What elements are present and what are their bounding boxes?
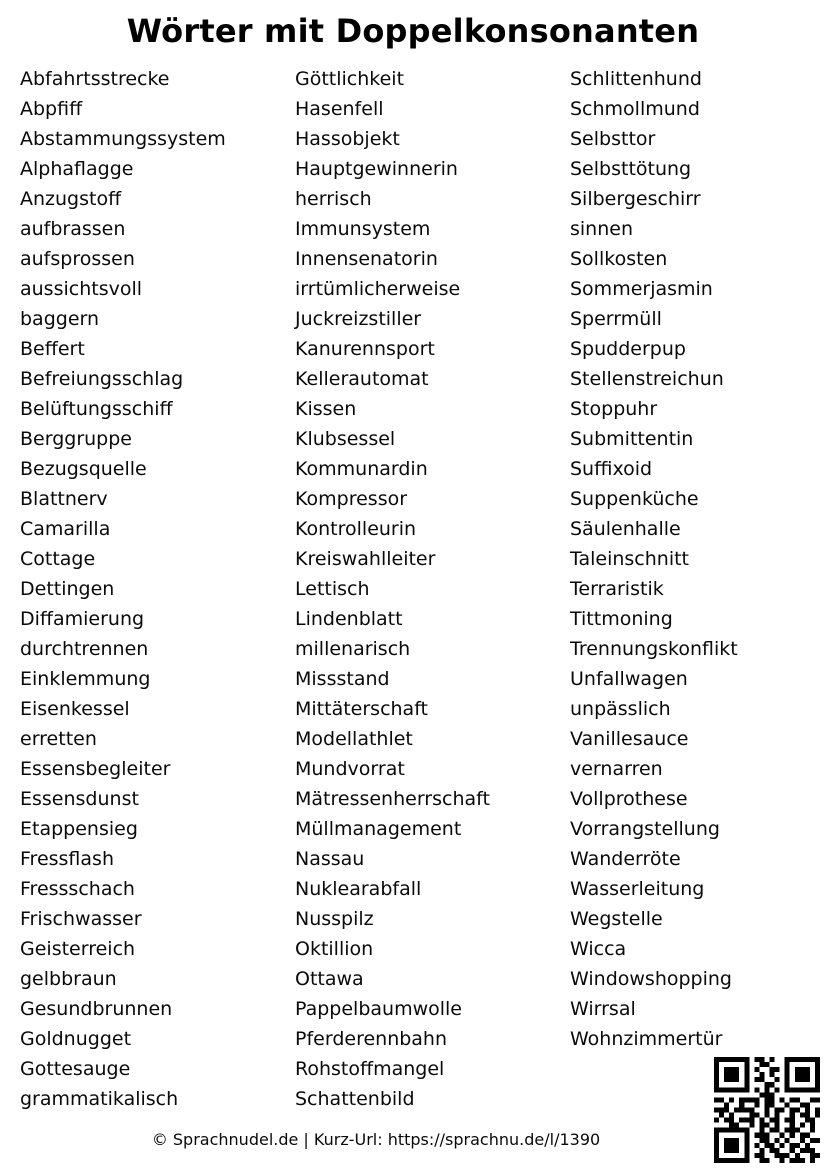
word-item: Sperrmüll xyxy=(570,308,662,330)
word-item: Kissen xyxy=(295,398,357,420)
word-item: Kommunardin xyxy=(295,458,428,480)
word-item: Essensdunst xyxy=(20,788,139,810)
word-item: Säulenhalle xyxy=(570,518,681,540)
word-item: Rohstoffmangel xyxy=(295,1058,445,1080)
word-item: Lindenblatt xyxy=(295,608,403,630)
word-item: Kreiswahlleiter xyxy=(295,548,436,570)
word-item: Belüftungsschiff xyxy=(20,398,173,420)
word-item: Stoppuhr xyxy=(570,398,658,420)
word-item: Nassau xyxy=(295,848,365,870)
qr-code-svg xyxy=(714,1057,820,1163)
footer-text: © Sprachnudel.de | Kurz-Url: https://sprachnu.de/l/1390 xyxy=(151,1130,601,1149)
word-item: Wohnzimmertür xyxy=(570,1028,723,1050)
word-item: unpässlich xyxy=(570,698,671,720)
word-item: Wanderröte xyxy=(570,848,681,870)
word-item: Diffamierung xyxy=(20,608,145,630)
word-item: Schattenbild xyxy=(295,1088,415,1110)
word-item: Fressschach xyxy=(20,878,135,900)
word-item: Terraristik xyxy=(570,578,664,600)
word-item: Blattnerv xyxy=(20,488,108,510)
word-item: Trennungskonflikt xyxy=(570,638,738,660)
word-item: Cottage xyxy=(20,548,96,570)
word-item: durchtrennen xyxy=(20,638,149,660)
word-item: Kellerautomat xyxy=(295,368,429,390)
word-item: Windowshopping xyxy=(570,968,732,990)
word-item: Hauptgewinnerin xyxy=(295,158,458,180)
word-column-2 xyxy=(295,64,570,1114)
word-item: Etappensieg xyxy=(20,818,138,840)
word-item: Spudderpup xyxy=(570,338,686,360)
word-item: Mätressenherrschaft xyxy=(295,788,490,810)
word-item: Essensbegleiter xyxy=(20,758,171,780)
word-item: Wegstelle xyxy=(570,908,663,930)
word-item: Geisterreich xyxy=(20,938,136,960)
word-item: Unfallwagen xyxy=(570,668,688,690)
word-item: Silbergeschirr xyxy=(570,188,701,210)
word-item: Bezugsquelle xyxy=(20,458,147,480)
word-item: Camarilla xyxy=(20,518,111,540)
word-item: grammatikalisch xyxy=(20,1088,179,1110)
word-item: Innensenatorin xyxy=(295,248,438,270)
word-item: Pferderennbahn xyxy=(295,1028,448,1050)
word-item: Beffert xyxy=(20,338,85,360)
word-item: Göttlichkeit xyxy=(295,68,405,90)
word-item: Wicca xyxy=(570,938,627,960)
word-item: aufbrassen xyxy=(20,218,126,240)
word-item: Hassobjekt xyxy=(295,128,400,150)
word-item: Stellenstreichun xyxy=(570,368,724,390)
word-item: Ottawa xyxy=(295,968,364,990)
word-item: Mittäterschaft xyxy=(295,698,428,720)
word-item: Wirrsal xyxy=(570,998,636,1020)
word-item: Abpfiff xyxy=(20,98,83,120)
word-item: aufsprossen xyxy=(20,248,135,270)
word-item: Einklemmung xyxy=(20,668,151,690)
page-title: Wörter mit Doppelkonsonanten xyxy=(126,12,700,50)
word-item: Goldnugget xyxy=(20,1028,132,1050)
word-item: Kontrolleurin xyxy=(295,518,417,540)
word-item: erretten xyxy=(20,728,97,750)
word-item: sinnen xyxy=(570,218,633,240)
word-item: Fressflash xyxy=(20,848,114,870)
word-item: Tittmoning xyxy=(570,608,673,630)
word-item: Pappelbaumwolle xyxy=(295,998,463,1020)
word-item: Nusspilz xyxy=(295,908,374,930)
word-item: baggern xyxy=(20,308,100,330)
word-item: Vorrangstellung xyxy=(570,818,720,840)
word-item: Dettingen xyxy=(20,578,115,600)
word-item: Suffixoid xyxy=(570,458,653,480)
word-item: Sollkosten xyxy=(570,248,668,270)
word-item: Selbsttötung xyxy=(570,158,692,180)
word-item: Schmollmund xyxy=(570,98,700,120)
word-item: Gesundbrunnen xyxy=(20,998,173,1020)
word-item: Befreiungsschlag xyxy=(20,368,184,390)
word-item: aussichtsvoll xyxy=(20,278,143,300)
word-item: Nuklearabfall xyxy=(295,878,422,900)
word-item: Abfahrtsstrecke xyxy=(20,68,170,90)
word-item: Abstammungssystem xyxy=(20,128,226,150)
word-item: Modellathlet xyxy=(295,728,413,750)
word-item: Missstand xyxy=(295,668,390,690)
word-item: Eisenkessel xyxy=(20,698,130,720)
word-item: Frischwasser xyxy=(20,908,142,930)
word-item: Vollprothese xyxy=(570,788,688,810)
word-item: Schlittenhund xyxy=(570,68,702,90)
word-item: Selbsttor xyxy=(570,128,656,150)
word-item: gelbbraun xyxy=(20,968,117,990)
word-item: Berggruppe xyxy=(20,428,132,450)
word-item: Juckreizstiller xyxy=(295,308,422,330)
word-column-3 xyxy=(570,64,826,1054)
word-item: Taleinschnitt xyxy=(570,548,690,570)
word-column-1 xyxy=(20,64,295,1114)
word-columns xyxy=(20,64,826,1114)
word-item: Kanurennsport xyxy=(295,338,435,360)
word-item: Mundvorrat xyxy=(295,758,405,780)
word-item: irrtümlicherweise xyxy=(295,278,461,300)
word-item: Vanillesauce xyxy=(570,728,689,750)
word-item: Immunsystem xyxy=(295,218,431,240)
word-item: Submittentin xyxy=(570,428,694,450)
qr-code-image xyxy=(714,1057,820,1163)
word-item: herrisch xyxy=(295,188,372,210)
word-item: millenarisch xyxy=(295,638,411,660)
word-item: Oktillion xyxy=(295,938,374,960)
word-item: Müllmanagement xyxy=(295,818,462,840)
word-item: Suppenküche xyxy=(570,488,699,510)
word-item: Anzugstoff xyxy=(20,188,122,210)
word-item: Lettisch xyxy=(295,578,370,600)
word-item: vernarren xyxy=(570,758,663,780)
word-item: Klubsessel xyxy=(295,428,396,450)
word-item: Gottesauge xyxy=(20,1058,131,1080)
word-item: Kompressor xyxy=(295,488,408,510)
word-item: Alphaflagge xyxy=(20,158,134,180)
word-item: Sommerjasmin xyxy=(570,278,713,300)
word-item: Hasenfell xyxy=(295,98,384,120)
word-item: Wasserleitung xyxy=(570,878,705,900)
